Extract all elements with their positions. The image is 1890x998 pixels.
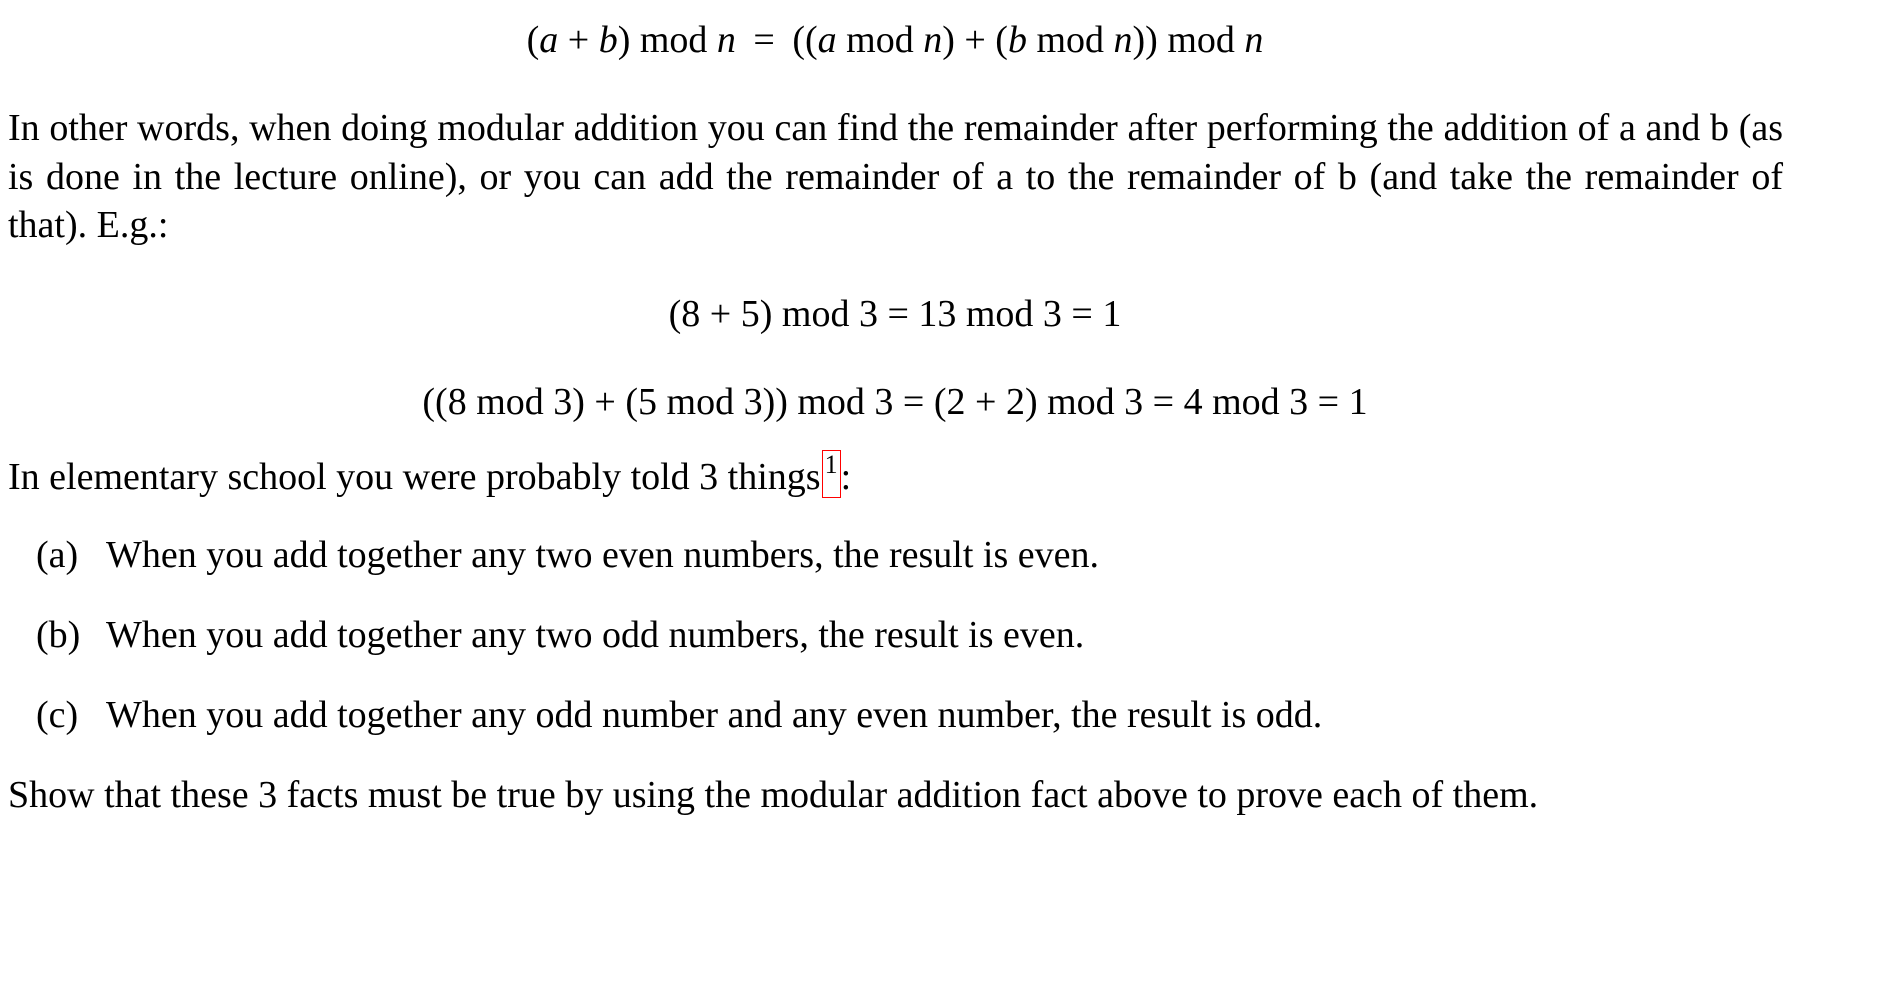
facts-intro-text: In elementary school you were probably told 3 things (8, 456, 821, 498)
modular-addition-identity: (a + b) mod n = ((a mod n) + (b mod n)) mod n (526, 19, 1264, 61)
fact-text: When you add together any two even numbers, the result is even. (106, 534, 1099, 576)
fact-text: When you add together any odd number and any even number, the result is odd. (106, 694, 1323, 736)
fact-item-c (36, 691, 1322, 739)
fact-item-b (36, 611, 1084, 659)
identity-lhs: (a + b) mod n (526, 19, 736, 61)
facts-intro (8, 450, 851, 501)
identity-rhs: ((a mod n) + (b mod n)) mod n (792, 19, 1264, 61)
example-equation-1: (8 + 5) mod 3 = 13 mod 3 = 1 (668, 293, 1122, 335)
fact-label: (b) (36, 614, 81, 656)
fact-text: When you add together any two odd numbers, the result is even. (106, 614, 1085, 656)
fact-label: (c) (36, 694, 79, 736)
fact-label: (a) (36, 534, 79, 576)
explanation-paragraph: In other words, when doing modular addition you can find the remainder after performing the addition of a and b (as is done in the lecture online), or you can add the remainder of a to the remainder of b (and take the remainder of that). E.g.: (8, 107, 1783, 246)
example-equation-2: ((8 mod 3) + (5 mod 3)) mod 3 = (2 + 2) mod 3 = 4 mod 3 = 1 (422, 381, 1368, 423)
facts-intro-suffix: : (840, 456, 852, 498)
footnote-link[interactable]: 1 (822, 450, 841, 498)
fact-item-a (36, 531, 1099, 579)
closing-instruction: Show that these 3 facts must be true by using the modular addition fact above to prove each of them. (8, 774, 1539, 816)
